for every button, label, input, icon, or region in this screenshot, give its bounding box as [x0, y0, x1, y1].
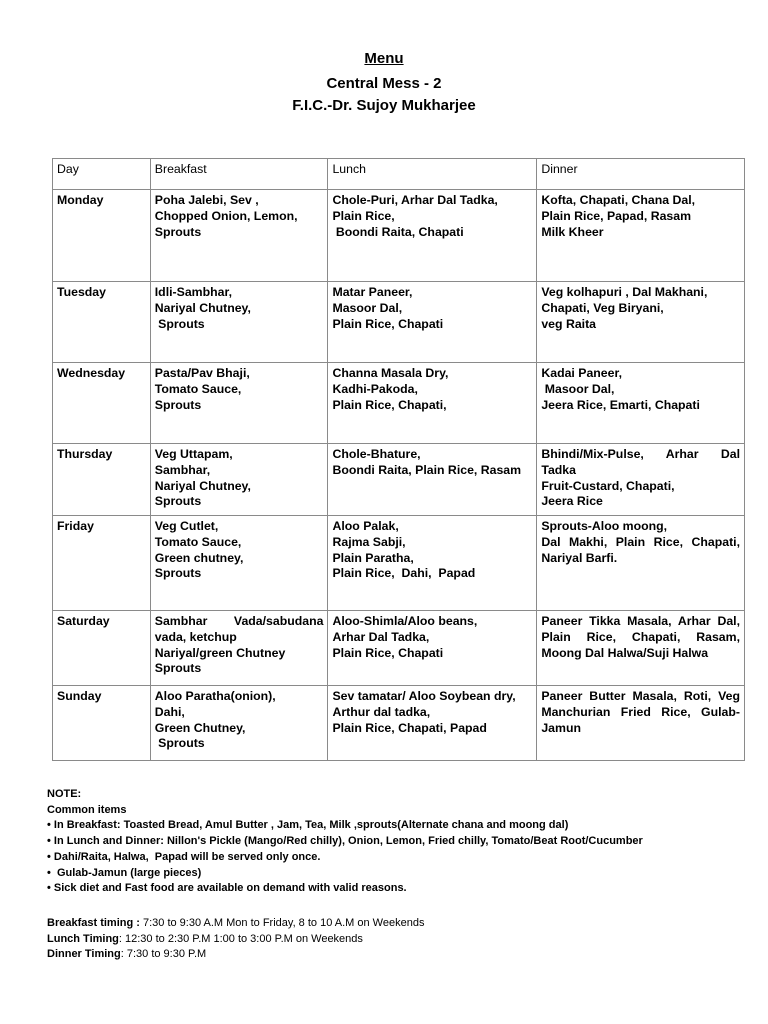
note-item: • Dahi/Raita, Halwa, Papad will be served only once.: [47, 850, 321, 863]
table-row: [53, 516, 745, 611]
menu-item-line: Kadai Paneer,: [541, 366, 622, 380]
dinner-cell: [537, 444, 745, 516]
lunch-timing: [47, 932, 747, 948]
lunch-cell: [328, 516, 537, 611]
table-row: [53, 444, 745, 516]
menu-item-line: Aloo Palak,: [332, 519, 399, 533]
notes-section: [47, 787, 747, 897]
menu-item-line: Plain Rice,: [332, 208, 395, 223]
menu-item-line: Sprouts: [154, 316, 205, 331]
day-cell: Wednesday: [53, 363, 151, 444]
faculty-in-charge: F.I.C.-Dr. Sujoy Mukharjee: [292, 97, 476, 114]
breakfast-cell: [150, 444, 328, 516]
table-row: [53, 363, 745, 444]
menu-item-line: Dal Makhi, Plain Rice, Chapati, Nariyal Barfi.: [541, 534, 740, 565]
menu-item-line: Milk Kheer: [541, 224, 604, 239]
menu-item-line: Sprouts: [154, 224, 202, 239]
menu-item-line: Chole-Bhature,: [332, 447, 421, 461]
menu-item-line: Channa Masala Dry,: [332, 366, 449, 380]
menu-item-line: Nariyal Chutney,: [154, 478, 251, 493]
menu-item-line: Green chutney,: [154, 550, 244, 565]
timing-label: Breakfast timing :: [47, 917, 140, 929]
menu-item-line: Boondi Raita, Plain Rice, Rasam: [332, 462, 522, 477]
menu-item-line: Tomato Sauce,: [154, 534, 242, 549]
menu-item-line: Pasta/Pav Bhaji,: [154, 366, 250, 380]
dinner-timing: [47, 947, 747, 963]
menu-item-line: Kofta, Chapati, Chana Dal,: [541, 193, 696, 207]
menu-item-line: Veg Uttapam,: [154, 447, 233, 461]
menu-item-line: Jeera Rice: [541, 494, 603, 509]
menu-item-line: Plain Rice, Chapati: [332, 316, 444, 331]
column-header-day: Day: [53, 159, 151, 190]
menu-item-line: Kadhi-Pakoda,: [332, 381, 418, 396]
day-cell: Sunday: [53, 686, 151, 761]
dinner-cell: [537, 516, 745, 611]
menu-item-line: Paneer Tikka Masala, Arhar Dal, Plain Rice, Chapati, Rasam, Moong Dal Halwa/Suji Halwa: [541, 614, 740, 660]
menu-item-line: Jeera Rice, Emarti, Chapati: [541, 397, 700, 412]
table-header-row: [53, 159, 745, 190]
lunch-cell: [328, 363, 537, 444]
menu-item-line: Sprouts: [154, 566, 202, 581]
lunch-cell: [328, 444, 537, 516]
day-cell: Friday: [53, 516, 151, 611]
menu-item-line: Paneer Butter Masala, Roti, Veg Manchurian Fried Rice, Gulab-Jamun: [541, 689, 740, 735]
breakfast-cell: [150, 363, 328, 444]
column-header-breakfast: Breakfast: [150, 159, 328, 190]
menu-item-line: veg Raita: [541, 316, 597, 331]
mess-name: Central Mess - 2: [326, 75, 442, 92]
timing-value: 7:30 to 9:30 A.M Mon to Friday, 8 to 10 A.M on Weekends: [139, 917, 425, 929]
menu-item-line: Nariyal/green Chutney: [154, 645, 286, 660]
menu-item-line: Matar Paneer,: [332, 285, 413, 299]
notes-subheading: Common items: [47, 803, 127, 816]
menu-item-line: Arthur dal tadka,: [332, 704, 431, 719]
menu-item-line: Plain Rice, Papad, Rasam: [541, 208, 692, 223]
menu-item-line: Rajma Sabji,: [332, 534, 406, 549]
menu-item-line: Veg kolhapuri , Dal Makhani,: [541, 285, 708, 299]
lunch-cell: [328, 190, 537, 282]
note-item: • Sick diet and Fast food are available on demand with valid reasons.: [47, 882, 407, 895]
menu-item-line: Sprouts: [154, 661, 202, 676]
breakfast-cell: [150, 516, 328, 611]
menu-item-line: Sambhar,: [154, 462, 211, 477]
menu-item-line: Plain Paratha,: [332, 550, 414, 565]
menu-item-line: Aloo-Shimla/Aloo beans,: [332, 614, 478, 628]
menu-item-line: Masoor Dal,: [541, 381, 615, 396]
timing-label: Lunch Timing: [47, 932, 119, 945]
menu-item-line: Boondi Raita, Chapati: [332, 224, 464, 239]
menu-item-line: Chopped Onion, Lemon,: [154, 208, 298, 223]
table-row: [53, 282, 745, 363]
menu-item-line: Sprouts: [154, 494, 202, 509]
timing-value: : 12:30 to 2:30 P.M 1:00 to 3:00 P.M on Weekends: [118, 932, 363, 945]
column-header-lunch: Lunch: [328, 159, 537, 190]
dinner-cell: [537, 282, 745, 363]
lunch-cell: [328, 611, 537, 686]
breakfast-cell: [150, 282, 328, 363]
day-cell: Tuesday: [53, 282, 151, 363]
breakfast-cell: [150, 611, 328, 686]
menu-item-line: Tomato Sauce,: [154, 381, 242, 396]
note-item: • In Breakfast: Toasted Bread, Amul Butter , Jam, Tea, Milk ,sprouts(Alternate chana and moong dal): [47, 819, 569, 832]
timings-section: [47, 916, 747, 963]
timing-label: Dinner Timing: [47, 948, 121, 961]
notes-list: [47, 818, 747, 897]
menu-item-line: Sprouts: [154, 397, 202, 412]
timing-value: : 7:30 to 9:30 P.M: [120, 948, 207, 961]
day-cell: Thursday: [53, 444, 151, 516]
menu-item-line: Chapati, Veg Biryani,: [541, 300, 664, 315]
dinner-cell: [537, 363, 745, 444]
column-header-dinner: Dinner: [537, 159, 745, 190]
menu-item-line: Plain Rice, Chapati: [332, 645, 444, 660]
menu-item-line: Dahi,: [154, 704, 185, 719]
page-title: Menu: [364, 50, 404, 67]
breakfast-cell: [150, 190, 328, 282]
menu-item-line: Idli-Sambhar,: [154, 285, 232, 299]
menu-item-line: Veg Cutlet,: [154, 519, 219, 533]
breakfast-timing: [47, 916, 747, 932]
dinner-cell: [537, 611, 745, 686]
menu-item-line: Arhar Dal Tadka,: [332, 629, 430, 644]
menu-item-line: Chole-Puri, Arhar Dal Tadka,: [332, 193, 498, 207]
lunch-cell: [328, 282, 537, 363]
notes-heading: NOTE:: [47, 788, 82, 800]
dinner-cell: [537, 686, 745, 761]
menu-item-line: Nariyal Chutney,: [154, 300, 251, 315]
menu-item-line: Sambhar Vada/sabudana vada, ketchup: [154, 614, 324, 644]
menu-item-line: Aloo Paratha(onion),: [154, 689, 276, 703]
menu-item-line: Sev tamatar/ Aloo Soybean dry,: [332, 689, 516, 703]
dinner-cell: [537, 190, 745, 282]
day-cell: Monday: [53, 190, 151, 282]
menu-item-line: Plain Rice, Dahi, Papad: [332, 566, 476, 581]
menu-item-line: Fruit-Custard, Chapati,: [541, 478, 675, 493]
lunch-cell: [328, 686, 537, 761]
note-item: • In Lunch and Dinner: Nillon's Pickle (Mango/Red chilly), Onion, Lemon, Fried chilly, Tomato/Beat Root/Cucumber: [47, 835, 643, 848]
menu-item-line: Plain Rice, Chapati,: [332, 397, 447, 412]
menu-table: [52, 158, 745, 761]
menu-item-line: Masoor Dal,: [332, 300, 403, 315]
table-row: [53, 611, 745, 686]
menu-item-line: Bhindi/Mix-Pulse, Arhar Dal Tadka: [541, 447, 740, 477]
menu-item-line: Green Chutney,: [154, 720, 246, 735]
menu-item-line: Sprouts: [154, 736, 205, 751]
menu-item-line: Sprouts-Aloo moong,: [541, 519, 668, 533]
menu-item-line: Poha Jalebi, Sev ,: [154, 193, 259, 207]
day-cell: Saturday: [53, 611, 151, 686]
note-item: • Gulab-Jamun (large pieces): [47, 866, 202, 879]
breakfast-cell: [150, 686, 328, 761]
table-row: [53, 190, 745, 282]
table-row: [53, 686, 745, 761]
menu-item-line: Plain Rice, Chapati, Papad: [332, 720, 487, 735]
